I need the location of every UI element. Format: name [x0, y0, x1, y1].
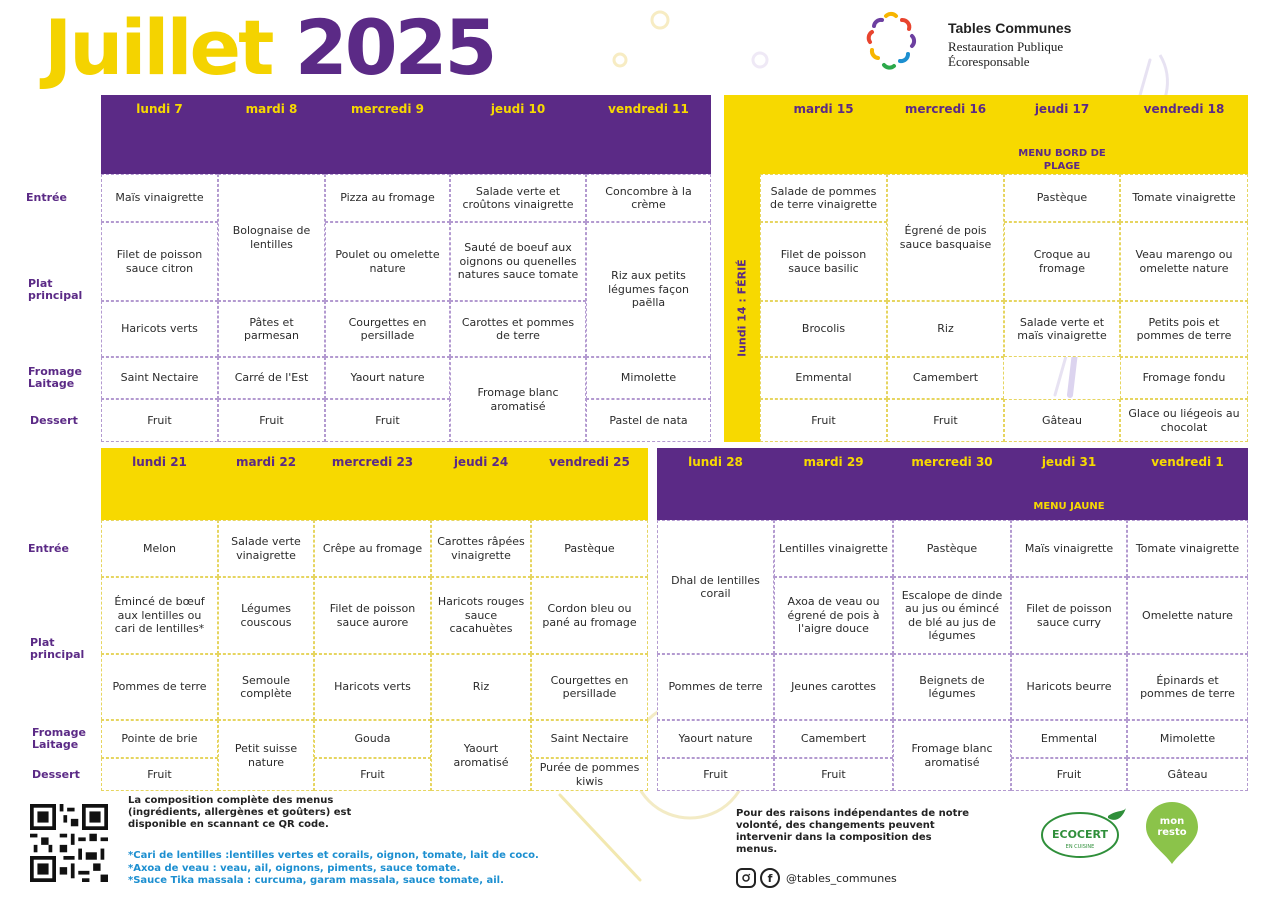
menu-cell: Riz	[431, 654, 531, 720]
row-label-fromage-line2: Laitage	[32, 738, 79, 751]
menu-cell: Filet de poisson sauce aurore	[314, 577, 431, 654]
row-label-plat-line2: principal	[28, 289, 83, 302]
menu-cell: Axoa de veau ou égrené de pois à l'aigre douce	[774, 577, 893, 654]
menu-cell: Égrené de pois sauce basquaise	[887, 174, 1004, 301]
menu-cell: Camembert	[887, 357, 1004, 399]
menu-cell: Fruit	[101, 399, 218, 442]
menu-cell: Croque au fromage	[1004, 222, 1120, 301]
week-special-note: MENU JAUNE	[1033, 501, 1105, 512]
menu-cell: Haricots verts	[314, 654, 431, 720]
ecocert-sublabel: EN CUISINE	[1065, 844, 1095, 850]
menu-cell: Riz aux petits légumes façon paëlla	[586, 222, 711, 357]
note-axoa: *Axoa de veau : veau, ail, oignons, piments, sauce tomate.	[128, 862, 461, 874]
menu-cell: Légumes couscous	[218, 577, 314, 654]
row-label-entree-top: Entrée	[26, 191, 67, 204]
menu-cell: Glace ou liégeois au chocolat	[1120, 399, 1248, 442]
brand-block	[862, 10, 1122, 76]
menu-cell: Escalope de dinde au jus ou émincé de blé au jus de légumes	[893, 577, 1011, 654]
menu-cell: Bolognaise de lentilles	[218, 174, 325, 301]
menu-cell: Mimolette	[586, 357, 711, 399]
menu-cell: Emmental	[760, 357, 887, 399]
menu-cell: Beignets de légumes	[893, 654, 1011, 720]
row-label-entree-bottom: Entrée	[28, 542, 69, 555]
menu-cell: Riz	[887, 301, 1004, 357]
title-year: 2025	[294, 3, 495, 92]
menu-cell: Petits pois et pommes de terre	[1120, 301, 1248, 357]
day-header: jeudi 10	[490, 102, 546, 116]
ecocert-badge	[1040, 806, 1128, 860]
menu-cell: Pastel de nata	[586, 399, 711, 442]
menu-cell: Fruit	[314, 758, 431, 791]
day-header: mercredi 23	[331, 455, 414, 469]
menu-cell: Épinards et pommes de terre	[1127, 654, 1248, 720]
row-label-dessert-top: Dessert	[30, 414, 78, 427]
social-links	[736, 867, 897, 889]
menu-cell: Yaourt aromatisé	[431, 720, 531, 791]
menu-cell: Pommes de terre	[101, 654, 218, 720]
row-label-plat-line1: Plat	[28, 277, 53, 290]
menu-cell: Crêpe au fromage	[314, 520, 431, 577]
row-label-plat-line1: Plat	[30, 636, 55, 649]
menu-cell: Courgettes en persillade	[325, 301, 450, 357]
row-label-fromage-line2: Laitage	[28, 377, 75, 390]
day-header: mercredi 30	[911, 455, 993, 469]
week-special-note: MENU BORD DE PLAGE	[1018, 148, 1106, 172]
menu-cell: Melon	[101, 520, 218, 577]
day-header: mardi 15	[793, 102, 854, 116]
menu-cell: Filet de poisson sauce curry	[1011, 577, 1127, 654]
day-header: mercredi 16	[904, 102, 987, 116]
menu-cell: Filet de poisson sauce basilic	[760, 222, 887, 301]
menu-cell: Carottes râpées vinaigrette	[431, 520, 531, 577]
menu-cell: Tomate vinaigrette	[1127, 520, 1248, 577]
menu-cell: Camembert	[774, 720, 893, 758]
menu-cell: Cordon bleu ou pané au fromage	[531, 577, 648, 654]
menu-cell: Saint Nectaire	[101, 357, 218, 399]
mon-resto-line2: resto	[1157, 827, 1187, 838]
menu-cell: Fromage blanc aromatisé	[450, 357, 586, 442]
brand-tagline	[948, 39, 1063, 69]
day-header: lundi 7	[136, 102, 183, 116]
menu-cell: Semoule complète	[218, 654, 314, 720]
social-handle[interactable]: @tables_communes	[786, 871, 897, 885]
menu-cell: Gâteau	[1004, 399, 1120, 442]
menu-cell: Courgettes en persillade	[531, 654, 648, 720]
menu-cell: Tomate vinaigrette	[1120, 174, 1248, 222]
day-header: vendredi 11	[608, 102, 689, 116]
qr-description: La composition complète des menus (ingrédients, allergènes et goûters) est disponible en scannant ce QR code.	[128, 795, 352, 830]
menu-cell: Carré de l'Est	[218, 357, 325, 399]
menu-cell: Pizza au fromage	[325, 174, 450, 222]
menu-cell: Jeunes carottes	[774, 654, 893, 720]
menu-cell: Purée de pommes kiwis	[531, 758, 648, 791]
menu-cell: Salade verte et croûtons vinaigrette	[450, 174, 586, 222]
menu-cell: Fruit	[887, 399, 1004, 442]
menu-cell: Fromage blanc aromatisé	[893, 720, 1011, 791]
disclaimer-text: Pour des raisons indépendantes de notre volonté, des changements peuvent intervenir dans la composition des menus.	[736, 808, 970, 855]
brand-tagline-line-1: Restauration Publique	[948, 39, 1064, 54]
menu-cell: Pastèque	[531, 520, 648, 577]
menu-cell: Emmental	[1011, 720, 1127, 758]
menu-cell: Veau marengo ou omelette nature	[1120, 222, 1248, 301]
menu-cell: Émincé de bœuf aux lentilles ou cari de lentilles*	[101, 577, 218, 654]
brand-name: Tables Communes	[948, 20, 1072, 36]
note-cari: *Cari de lentilles :lentilles vertes et corails, oignon, tomate, lait de coco.	[128, 850, 539, 861]
day-header: jeudi 17	[1034, 102, 1090, 116]
day-header: lundi 28	[688, 455, 743, 469]
day-header: lundi 21	[132, 455, 187, 469]
week-header	[724, 95, 1248, 174]
row-label-plat-line2: principal	[30, 648, 85, 661]
menu-cell: Gâteau	[1127, 758, 1248, 791]
row-label-fromage-bottom	[32, 727, 86, 751]
menu-cell: Pâtes et parmesan	[218, 301, 325, 357]
menu-cell: Pommes de terre	[657, 654, 774, 720]
menu-cell: Petit suisse nature	[218, 720, 314, 791]
menu-cell: Pastèque	[1004, 174, 1120, 222]
menu-cell: Fruit	[325, 399, 450, 442]
menu-cell: Brocolis	[760, 301, 887, 357]
qr-code[interactable]	[30, 804, 108, 882]
menu-cell: Yaourt nature	[657, 720, 774, 758]
menu-cell: Maïs vinaigrette	[101, 174, 218, 222]
menu-cell: Concombre à la crème	[586, 174, 711, 222]
menu-cell: Fruit	[774, 758, 893, 791]
menu-cell: Omelette nature	[1127, 577, 1248, 654]
day-header: vendredi 18	[1143, 102, 1225, 116]
menu-cell: Saint Nectaire	[531, 720, 648, 758]
menu-cell: Filet de poisson sauce citron	[101, 222, 218, 301]
row-label-fromage-line1: Fromage	[28, 365, 83, 378]
menu-cell: Haricots verts	[101, 301, 218, 357]
menu-cell: Carottes et pommes de terre	[450, 301, 586, 357]
menu-cell: Lentilles vinaigrette	[774, 520, 893, 577]
title-month: Juillet	[44, 3, 272, 92]
row-label-fromage-top	[28, 366, 82, 390]
row-label-plat-bottom	[30, 637, 84, 661]
row-label-fromage-line1: Fromage	[32, 726, 87, 739]
page-title	[44, 2, 494, 94]
mon-resto-line1: mon	[1159, 816, 1185, 827]
menu-cell: Salade de pommes de terre vinaigrette	[760, 174, 887, 222]
menu-cell: Gouda	[314, 720, 431, 758]
facebook-icon[interactable]: f	[760, 868, 780, 888]
menu-cell: Haricots beurre	[1011, 654, 1127, 720]
brand-tagline-line-2: Écoresponsable	[948, 54, 1030, 69]
ferie-label: lundi 14 : FÉRIÉ	[735, 259, 749, 357]
day-header: jeudi 31	[1041, 455, 1097, 469]
day-header: mardi 8	[245, 102, 298, 116]
tables-communes-logo	[862, 10, 926, 74]
menu-cell: Fruit	[760, 399, 887, 442]
menu-cell: Haricots rouges sauce cacahuètes	[431, 577, 531, 654]
menu-cell: Dhal de lentilles corail	[657, 520, 774, 654]
menu-cell: Fruit	[101, 758, 218, 791]
menu-cell: Poulet ou omelette nature	[325, 222, 450, 301]
day-header: jeudi 24	[453, 455, 509, 469]
menu-cell: Fruit	[218, 399, 325, 442]
instagram-icon[interactable]	[736, 868, 756, 888]
menu-cell: Sauté de boeuf aux oignons ou quenelles natures sauce tomate	[450, 222, 586, 301]
menu-cell: Yaourt nature	[325, 357, 450, 399]
menu-cell: Fromage fondu	[1120, 357, 1248, 399]
day-header: vendredi 25	[549, 455, 630, 469]
day-header: mercredi 9	[351, 102, 424, 116]
mon-restau-responsable-badge	[1142, 800, 1202, 866]
ferie-column	[724, 174, 760, 442]
menu-cell: Pastèque	[893, 520, 1011, 577]
day-header: mardi 22	[235, 455, 297, 469]
row-label-plat-top	[28, 278, 82, 302]
menu-cell: Salade verte et maïs vinaigrette	[1004, 301, 1120, 357]
ecocert-label: ECOCERT	[1051, 828, 1109, 841]
row-label-dessert-bottom: Dessert	[32, 768, 80, 781]
note-tika: *Sauce Tika massala : curcuma, garam massala, sauce tomate, ail.	[128, 875, 504, 886]
week-header	[657, 448, 1248, 520]
menu-cell: Maïs vinaigrette	[1011, 520, 1127, 577]
menu-cell: Pointe de brie	[101, 720, 218, 758]
week-header	[101, 95, 711, 174]
menu-cell: Fruit	[657, 758, 774, 791]
menu-cell: Mimolette	[1127, 720, 1248, 758]
week-header	[101, 448, 648, 520]
menu-cell: Fruit	[1011, 758, 1127, 791]
recipe-notes	[128, 850, 539, 888]
day-header: mardi 29	[803, 455, 864, 469]
day-header: vendredi 1	[1151, 455, 1224, 469]
menu-cell: Salade verte vinaigrette	[218, 520, 314, 577]
